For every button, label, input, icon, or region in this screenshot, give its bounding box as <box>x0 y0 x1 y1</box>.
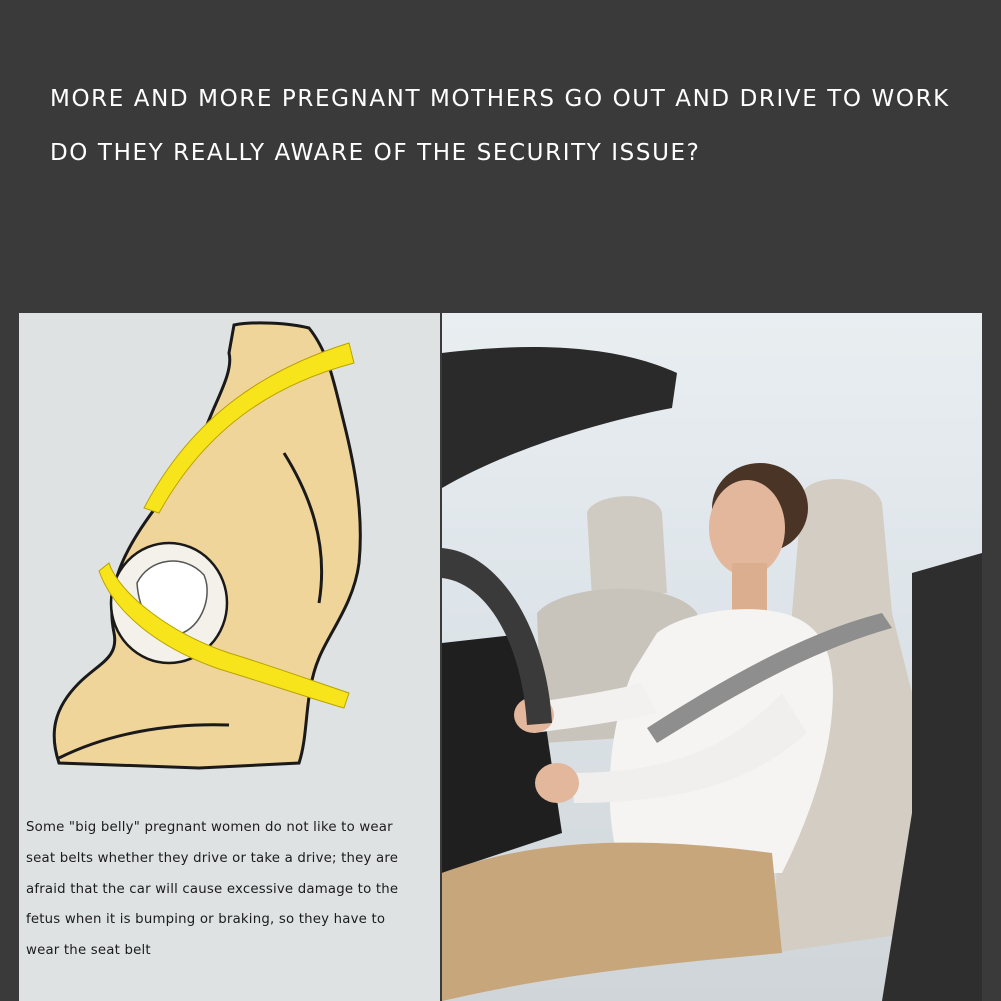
body-shape <box>54 323 360 768</box>
legs <box>442 843 782 1001</box>
rear-headrest <box>587 496 667 598</box>
caption-line: seat belts whether they drive or take a drive; they are <box>26 850 399 866</box>
caption-line: fetus when it is bumping or braking, so they have to <box>26 912 386 928</box>
neck <box>732 563 767 613</box>
right-hand <box>535 763 579 803</box>
caption <box>26 813 438 967</box>
windshield-frame <box>442 347 677 488</box>
driver-photo <box>442 313 982 1001</box>
face <box>709 480 785 576</box>
woman-driving-photo <box>442 313 982 1001</box>
headline-line-2: DO THEY REALLY AWARE OF THE SECURITY ISSUE? <box>50 140 701 166</box>
caption-line: Some "big belly" pregnant women do not like to wear <box>26 820 393 835</box>
caption-line: afraid that the car will cause excessive damage to the <box>26 881 399 897</box>
caption-line: wear the seat belt <box>26 943 151 959</box>
headline-line-1: MORE AND MORE PREGNANT MOTHERS GO OUT AND DRIVE TO WORK <box>50 86 950 112</box>
